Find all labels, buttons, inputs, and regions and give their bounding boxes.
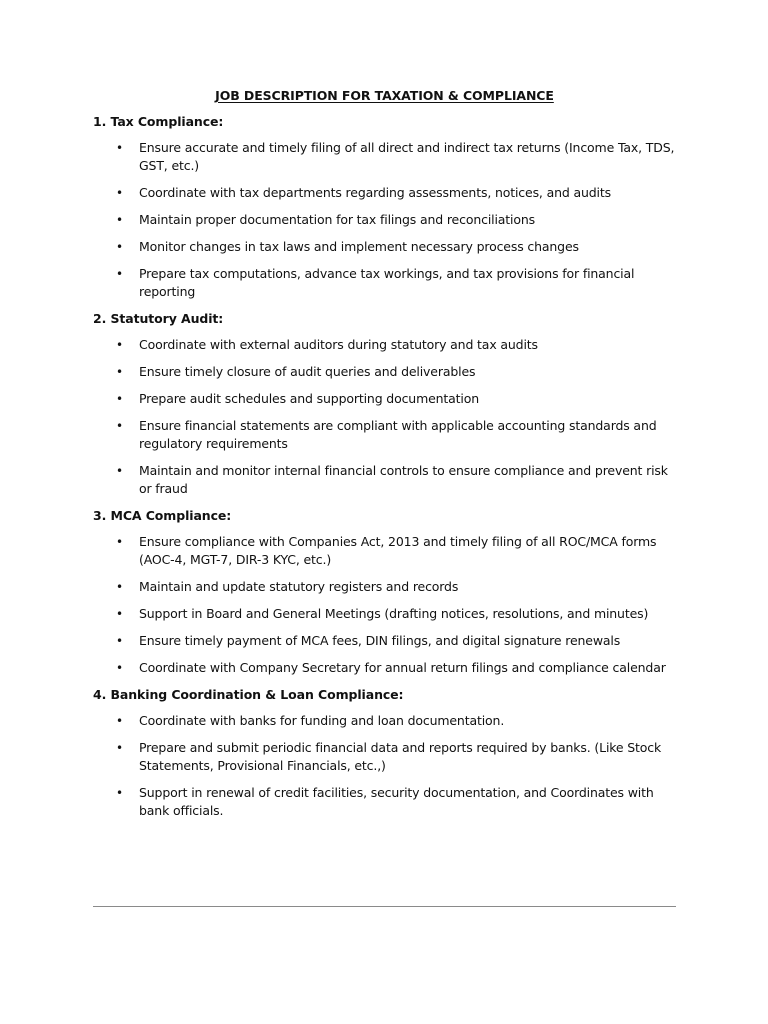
bullet-icon: • — [116, 267, 123, 281]
list-item-text: Ensure accurate and timely filing of all direct and indirect tax returns (Income Tax, TDS, GST, etc.) — [139, 140, 675, 173]
list-item — [93, 533, 676, 569]
list-item-text: Maintain proper documentation for tax filings and reconciliations — [139, 212, 535, 227]
list-item-text: Ensure compliance with Companies Act, 2013 and timely filing of all ROC/MCA forms (AOC-4, MGT-7, DIR-3 KYC, etc.) — [139, 534, 657, 567]
section-heading: 4. Banking Coordination & Loan Compliance: — [93, 687, 404, 702]
bullet-icon: • — [116, 338, 123, 352]
list-item — [93, 336, 676, 354]
list-item-text: Maintain and update statutory registers and records — [139, 579, 459, 594]
bullet-icon: • — [116, 741, 123, 755]
section-heading: 1. Tax Compliance: — [93, 114, 224, 129]
footer-divider — [93, 906, 676, 907]
list-item-text: Coordinate with banks for funding and loan documentation. — [139, 713, 505, 728]
bullet-icon: • — [116, 419, 123, 433]
document-page — [93, 86, 676, 829]
list-item — [93, 462, 676, 498]
list-item-text: Coordinate with tax departments regarding assessments, notices, and audits — [139, 185, 611, 200]
list-item — [93, 238, 676, 256]
bullet-icon: • — [116, 714, 123, 728]
bullet-list — [93, 139, 676, 301]
list-item — [93, 265, 676, 301]
section-banking-coordination — [93, 686, 676, 820]
bullet-icon: • — [116, 392, 123, 406]
bullet-list — [93, 712, 676, 820]
document-title: JOB DESCRIPTION FOR TAXATION & COMPLIANCE — [215, 88, 554, 103]
list-item — [93, 211, 676, 229]
list-item — [93, 184, 676, 202]
bullet-list — [93, 336, 676, 498]
list-item-text: Monitor changes in tax laws and implement necessary process changes — [139, 239, 579, 254]
list-item-text: Prepare and submit periodic financial data and reports required by banks. (Like Stock Statements, Provisional Financials, etc.,) — [139, 740, 662, 773]
list-item-text: Ensure financial statements are compliant with applicable accounting standards and regulatory requirements — [139, 418, 657, 451]
list-item — [93, 417, 676, 453]
bullet-icon: • — [116, 634, 123, 648]
bullet-icon: • — [116, 580, 123, 594]
section-mca-compliance — [93, 507, 676, 677]
list-item-text: Coordinate with external auditors during statutory and tax audits — [139, 337, 538, 352]
section-heading: 3. MCA Compliance: — [93, 508, 232, 523]
list-item-text: Support in Board and General Meetings (drafting notices, resolutions, and minutes) — [139, 606, 649, 621]
bullet-list — [93, 533, 676, 677]
list-item — [93, 712, 676, 730]
section-tax-compliance — [93, 113, 676, 301]
list-item — [93, 578, 676, 596]
list-item-text: Ensure timely payment of MCA fees, DIN filings, and digital signature renewals — [139, 633, 621, 648]
bullet-icon: • — [116, 213, 123, 227]
bullet-icon: • — [116, 464, 123, 478]
bullet-icon: • — [116, 240, 123, 254]
bullet-icon: • — [116, 661, 123, 675]
list-item — [93, 390, 676, 408]
section-heading: 2. Statutory Audit: — [93, 311, 224, 326]
list-item — [93, 659, 676, 677]
bullet-icon: • — [116, 607, 123, 621]
list-item — [93, 363, 676, 381]
list-item-text: Coordinate with Company Secretary for annual return filings and compliance calendar — [139, 660, 666, 675]
bullet-icon: • — [116, 186, 123, 200]
list-item-text: Prepare tax computations, advance tax workings, and tax provisions for financial reporting — [139, 266, 635, 299]
list-item — [93, 605, 676, 623]
list-item — [93, 784, 676, 820]
list-item — [93, 632, 676, 650]
list-item-text: Support in renewal of credit facilities, security documentation, and Coordinates with bank officials. — [139, 785, 654, 818]
list-item-text: Ensure timely closure of audit queries and deliverables — [139, 364, 476, 379]
bullet-icon: • — [116, 535, 123, 549]
section-statutory-audit — [93, 310, 676, 498]
list-item — [93, 739, 676, 775]
list-item-text: Prepare audit schedules and supporting documentation — [139, 391, 480, 406]
list-item-text: Maintain and monitor internal financial controls to ensure compliance and prevent risk or fraud — [139, 463, 668, 496]
bullet-icon: • — [116, 141, 123, 155]
bullet-icon: • — [116, 786, 123, 800]
list-item — [93, 139, 676, 175]
bullet-icon: • — [116, 365, 123, 379]
